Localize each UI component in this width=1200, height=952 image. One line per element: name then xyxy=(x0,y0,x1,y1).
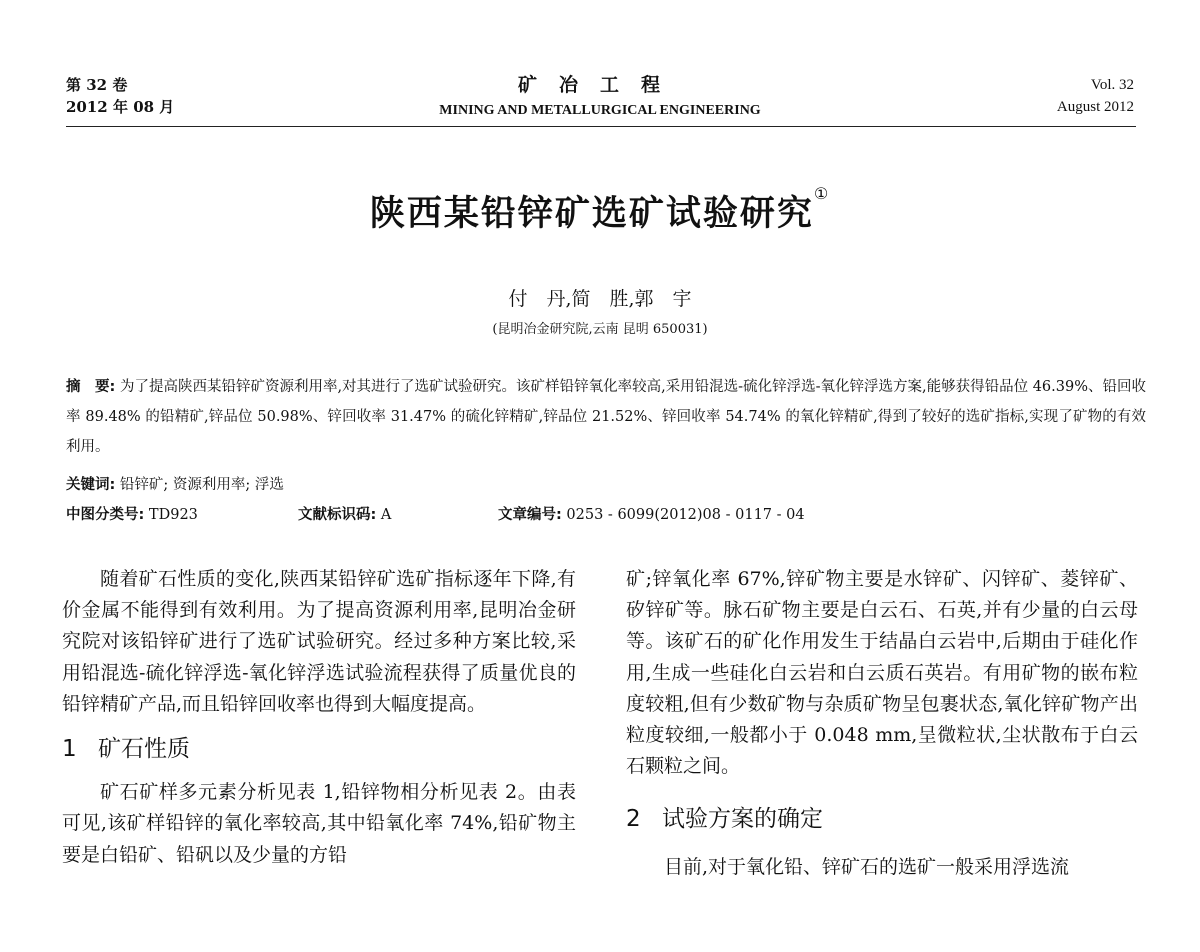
section-2-paragraph: 目前,对于氧化铅、锌矿石的选矿一般采用浮选流 xyxy=(664,855,1070,878)
doc-code xyxy=(298,500,498,530)
section-1-title: 矿石性质 xyxy=(98,736,190,763)
clc-label: 中图分类号: xyxy=(66,507,145,523)
paper-title xyxy=(200,186,1000,236)
continued-paragraph: 矿;锌氧化率 67%,锌矿物主要是水锌矿、闪锌矿、菱锌矿、矽锌矿等。脉石矿物主要是白云石、石英,并有少量的白云母等。该矿石的矿化作用发生于结晶白云岩中,后期由于硅化作用,生成一些硅化白云岩和白云质石英岩。有用矿物的嵌布粒度较粗,但有少数矿物与杂质矿物呈包裹状态,氧化锌矿物产出粒度较细,一般都小于 0.048 mm,呈微粒状,尘状散布于白云石颗粒之间。 xyxy=(626,568,1138,778)
journal-name-en: MINING AND METALLURGICAL ENGINEERING xyxy=(439,103,761,118)
clc-code xyxy=(66,500,298,530)
section-1-heading xyxy=(62,734,576,765)
keywords-label: 关键词: xyxy=(66,477,116,493)
section-2-heading xyxy=(626,804,1138,835)
abstract-label: 摘 要: xyxy=(66,379,116,395)
header-vol-en: Vol. 32 xyxy=(1090,77,1134,93)
journal-name-cn: 矿冶工程 xyxy=(517,74,682,96)
header-volume: 第 32 卷 xyxy=(66,76,128,94)
classification-row xyxy=(66,500,1066,530)
header-rule xyxy=(66,126,1136,127)
paper-title-text: 陕西某铅锌矿选矿试验研究 xyxy=(369,194,814,234)
clc-value: TD923 xyxy=(148,507,198,523)
doc-value: A xyxy=(380,507,392,523)
header-date-en: August 2012 xyxy=(1056,99,1134,115)
right-column xyxy=(626,564,1138,883)
section-1-paragraph: 矿石矿样多元素分析见表 1,铅锌物相分析见表 2。由表可见,该矿样铅锌的氧化率较高,其中铅氧化率 74%,铅矿物主要是白铅矿、铅矾以及少量的方铅 xyxy=(62,781,576,866)
article-number xyxy=(498,500,805,530)
keywords xyxy=(66,470,284,500)
doc-label: 文献标识码: xyxy=(298,507,377,523)
intro-paragraph: 随着矿石性质的变化,陕西某铅锌矿选矿指标逐年下降,有价金属不能得到有效利用。为了提高资源利用率,昆明冶金研究院对该铅锌矿进行了选矿试验研究。经过多种方案比较,采用铅混选-硫化锌浮选-氧化锌浮选试验流程获得了质量优良的铅锌精矿产品,而且铅锌回收率也得到大幅度提高。 xyxy=(62,568,576,715)
article-label: 文章编号: xyxy=(498,507,562,523)
header-date: 2012 年 08 月 xyxy=(66,98,175,116)
section-2-number: 2 xyxy=(626,806,641,833)
section-1-number: 1 xyxy=(62,736,77,763)
abstract-text: 为了提高陕西某铅锌矿资源利用率,对其进行了选矿试验研究。该矿样铅锌氧化率较高,采用铅混选-硫化锌浮选-氧化锌浮选方案,能够获得铅品位 46.39%、铅回收率 89.48% 的铅精矿,锌品位 50.98%、锌回收率 31.47% 的硫化锌精矿,锌品位 21.52%、锌回收率 54.74% 的氧化锌精矿,得到了较好的选矿指标,实现了矿物的有效利用。 xyxy=(66,379,1146,455)
abstract xyxy=(66,372,1146,462)
affiliation: (昆明冶金研究院,云南 昆明 650031) xyxy=(492,322,708,337)
authors: 付 丹,简 胜,郭 宇 xyxy=(508,288,692,310)
keywords-text: 铅锌矿; 资源利用率; 浮选 xyxy=(119,477,284,493)
title-footnote-mark: ① xyxy=(813,184,831,203)
left-column xyxy=(62,564,576,871)
section-2-title: 试验方案的确定 xyxy=(662,806,823,833)
article-value: 0253 - 6099(2012)08 - 0117 - 04 xyxy=(566,507,805,523)
